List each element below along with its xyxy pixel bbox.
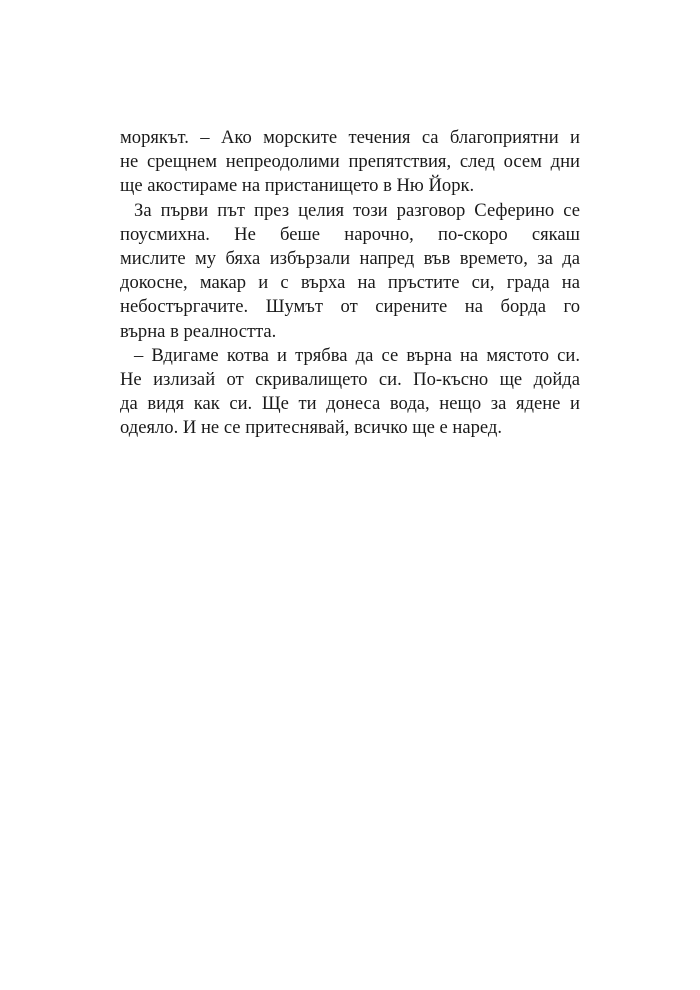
paragraph-2 [120,199,580,344]
text-line: одеяло. И не се притеснявай, всичко ще е наред. [120,417,503,439]
text-line: не срещнем непреодолими препятствия, след осем дни [120,151,580,173]
body-text [120,126,580,441]
text-line: мислите му бяха избързали напред във времето, за да [120,248,580,270]
paragraph-1 [120,126,580,199]
paragraph-3 [120,344,580,441]
text-line: да видя как си. Ще ти донеса вода, нещо за ядене и [120,393,580,415]
text-line: – Вдигаме котва и трябва да се върна на мястото си. [134,344,580,366]
text-line: поусмихна. Не беше нарочно, по-скоро сякаш [120,223,580,245]
text-line: ще акостираме на пристанището в Ню Йорк. [120,175,475,197]
text-line: докосне, макар и с върха на пръстите си, града на [120,272,580,294]
text-line: върна в реалността. [120,320,277,342]
text-line: небостъргачите. Шумът от сирените на борда го [120,296,580,318]
text-line: За първи път през целия този разговор Сеферино се [134,199,580,221]
text-line: морякът. – Ако морските течения са благоприятни и [120,127,580,148]
text-line: Не излизай от скривалището си. По-късно ще дойда [120,369,580,391]
